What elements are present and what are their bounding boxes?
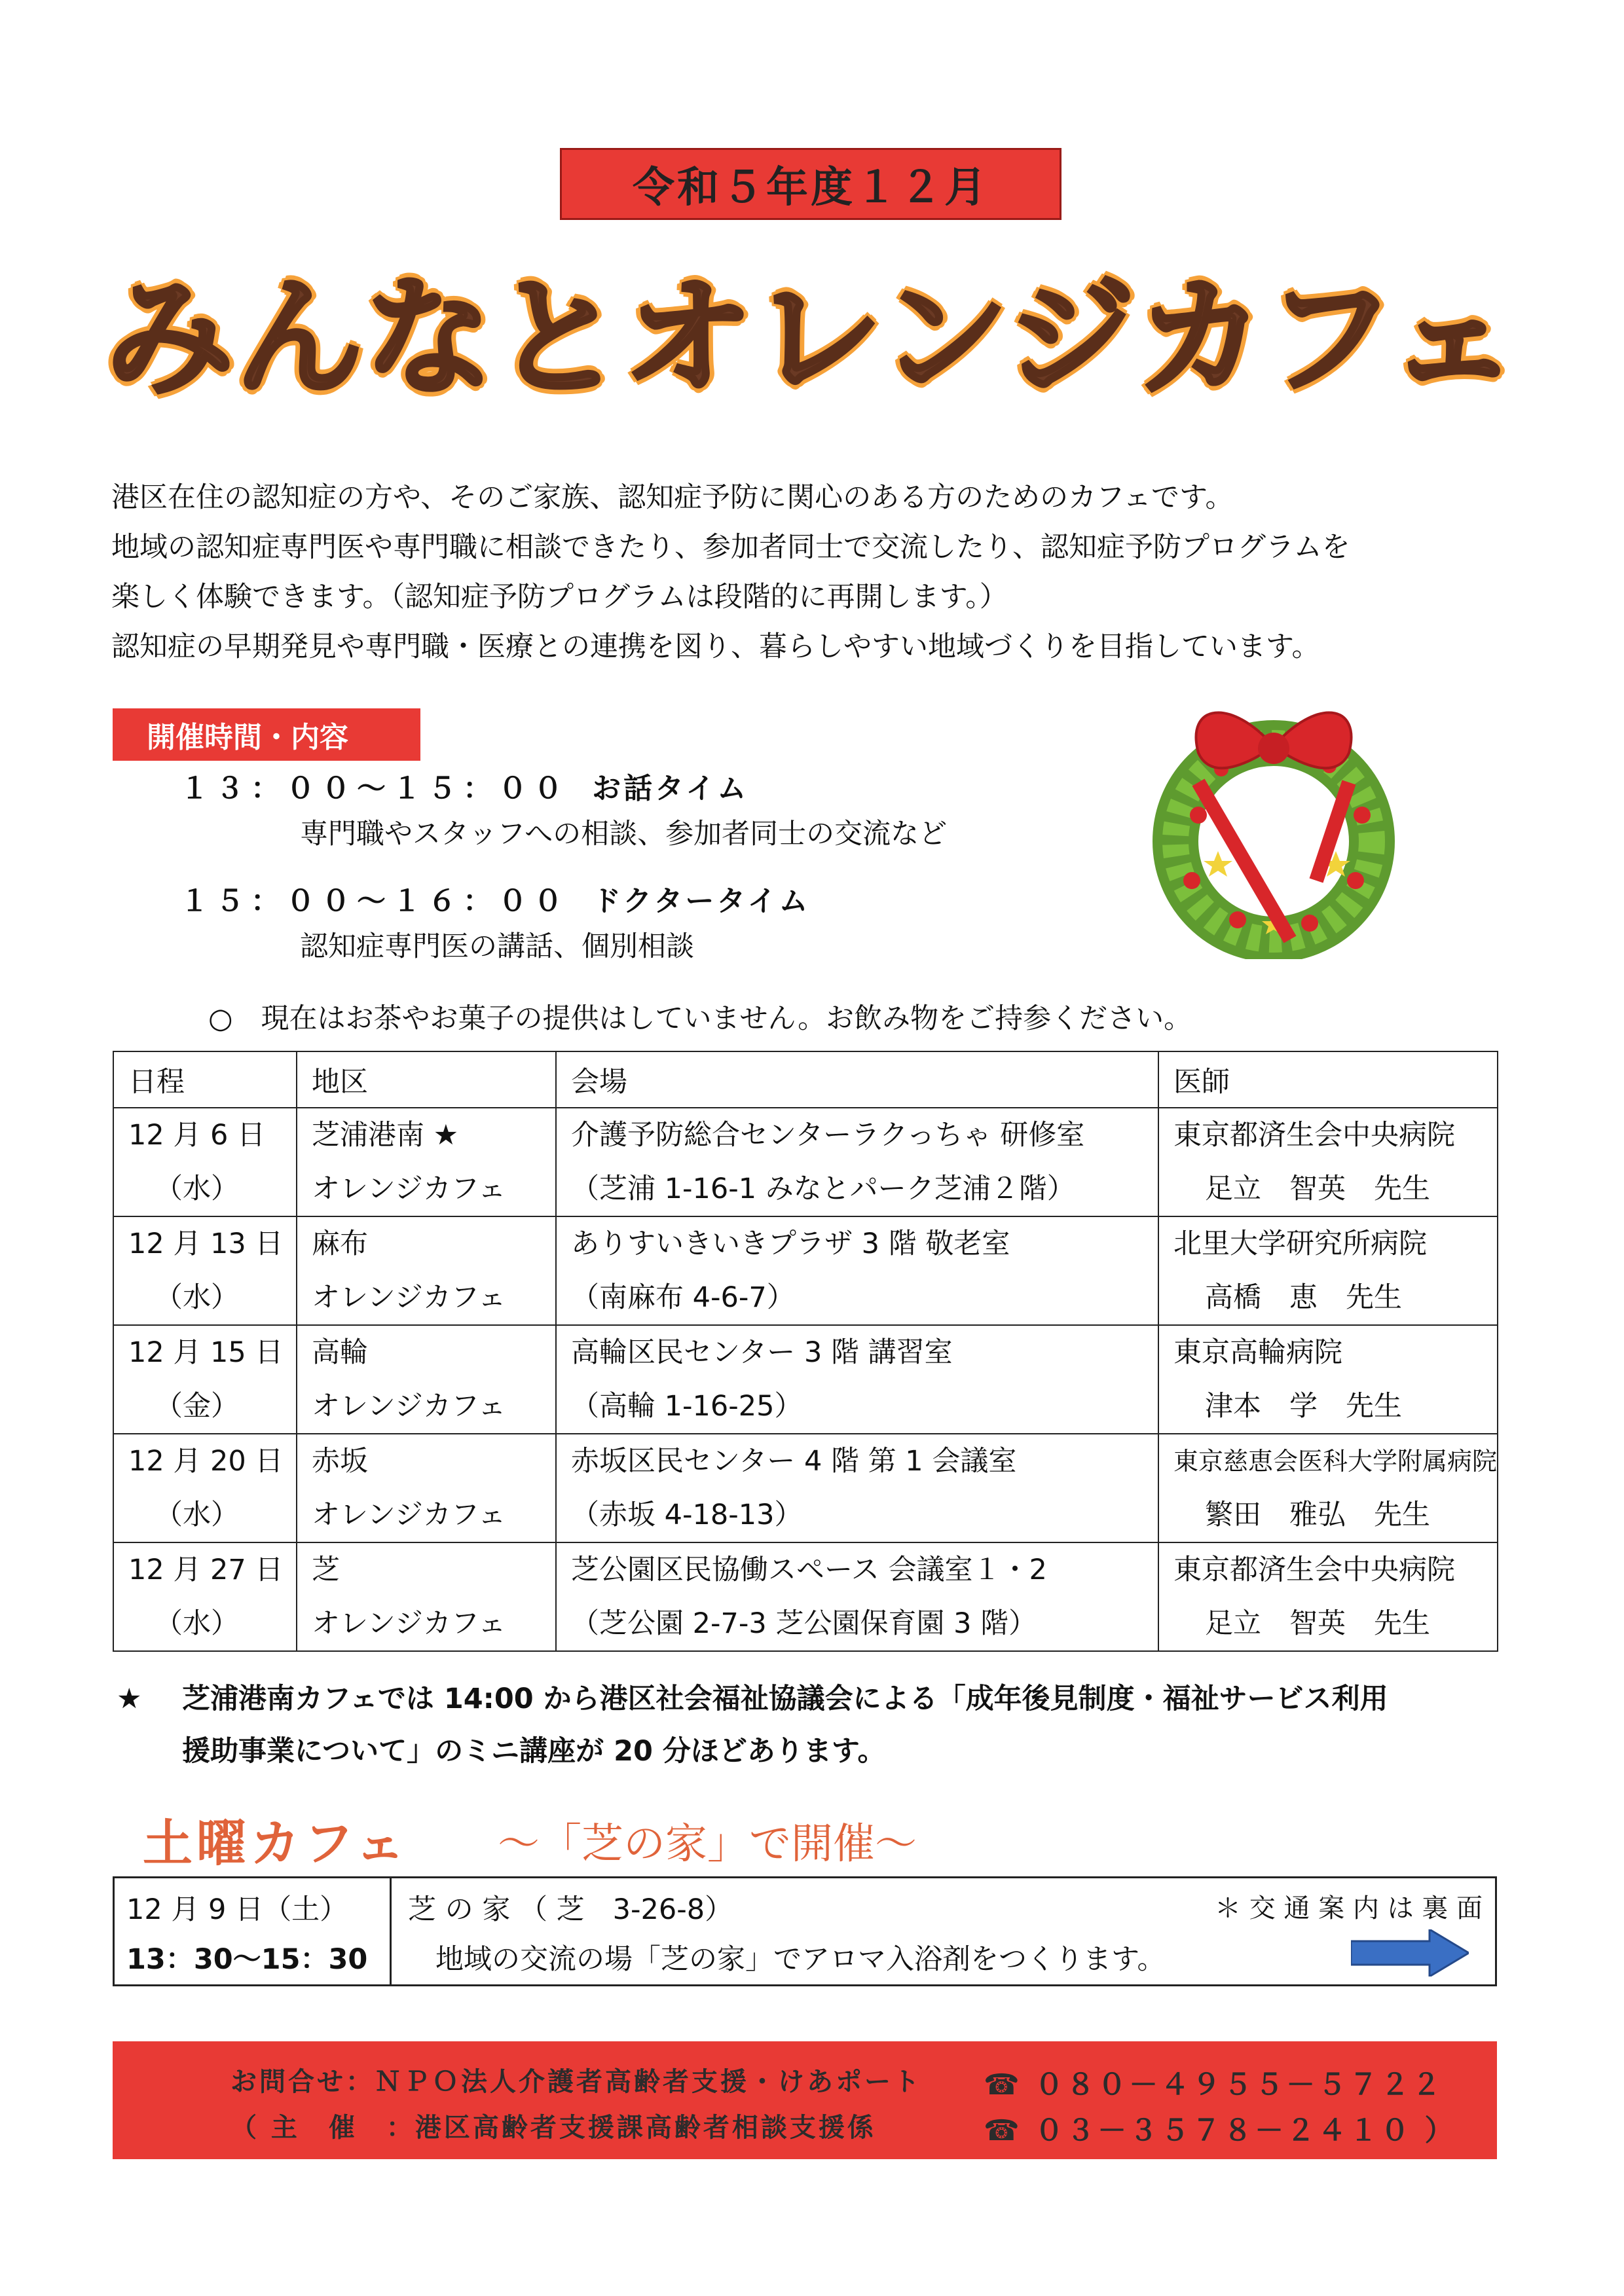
hospital-text: 東京都済生会中央病院 xyxy=(1173,1554,1455,1586)
header-venue: 会場 xyxy=(556,1051,1158,1108)
area-sub-text: オレンジカフェ xyxy=(312,1173,506,1205)
time-slot-2 xyxy=(180,877,810,919)
cell-venue xyxy=(556,1542,1158,1651)
cell-date xyxy=(113,1108,297,1216)
schedule-table xyxy=(113,1051,1498,1652)
cell-area xyxy=(297,1434,556,1542)
saturday-time: 13：30～15：30 xyxy=(126,1943,368,1976)
venue-address: （芝浦 1-16-1 みなとパーク芝浦２階） xyxy=(571,1173,1075,1205)
venue-text: 介護予防総合センターラクっちゃ 研修室 xyxy=(571,1119,1085,1152)
slot-name: ドクタータイム xyxy=(592,884,811,918)
cell-doctor xyxy=(1158,1542,1498,1651)
area-sub-text: オレンジカフェ xyxy=(312,1607,506,1640)
venue-address: （芝公園 2-7-3 芝公園保育園 3 階） xyxy=(571,1607,1037,1640)
page-title: みんなとオレンジカフェ xyxy=(105,264,1519,413)
venue-address: （南麻布 4-6-7） xyxy=(571,1281,795,1314)
saturday-cafe-subtitle: ～「芝の家」で開催～ xyxy=(498,1820,917,1868)
time-slot-1 xyxy=(180,765,748,807)
area-sub-text: オレンジカフェ xyxy=(312,1390,506,1423)
access-note: ＊ 交 通 案 内 は 裏 面 xyxy=(1215,1893,1483,1923)
table-row xyxy=(113,1542,1498,1651)
hospital-text: 東京慈恵会医科大学附属病院 xyxy=(1173,1447,1498,1476)
venue-address: （赤坂 4-18-13） xyxy=(571,1499,803,1531)
venue-text: 芝公園区民協働スペース 会議室１・2 xyxy=(571,1554,1047,1586)
intro-line: 認知症の早期発見や専門職・医療との連携を図り、暮らしやすい地域づくりを目指しています。 xyxy=(111,630,1320,663)
day-text: （水） xyxy=(155,1607,239,1640)
slot-desc: 専門職やスタッフへの相談、参加者同士の交流など xyxy=(300,818,948,850)
area-text: 麻布 xyxy=(312,1228,368,1260)
intro-line: 地域の認知症専門医や専門職に相談できたり、参加者同士で交流したり、認知症予防プログラムを xyxy=(111,531,1350,564)
date-text: 12 月 20 日 xyxy=(128,1445,284,1478)
saturday-place: 芝 の 家 （ 芝 3-26-8） xyxy=(408,1893,733,1926)
section-label: 開催時間・内容 xyxy=(113,708,420,761)
doctor-text: 足立 智英 先生 xyxy=(1205,1607,1430,1640)
date-text: 12 月 6 日 xyxy=(128,1119,266,1152)
area-sub-text: オレンジカフェ xyxy=(312,1281,506,1314)
contact-label: お問合せ：ＮＰＯ法人介護者高齢者支援・けあポート xyxy=(231,2067,922,2097)
saturday-cafe-box xyxy=(113,1876,1497,1986)
header-doctor: 医師 xyxy=(1158,1051,1498,1108)
cell-date xyxy=(113,1216,297,1325)
table-row xyxy=(113,1434,1498,1542)
header-date: 日程 xyxy=(113,1051,297,1108)
area-text: 赤坂 xyxy=(312,1445,368,1478)
cell-date xyxy=(113,1325,297,1434)
saturday-desc: 地域の交流の場「芝の家」でアロマ入浴剤をつくります。 xyxy=(435,1943,1166,1976)
cell-area xyxy=(297,1216,556,1325)
intro-line: 港区在住の認知症の方や、そのご家族、認知症予防に関心のある方のためのカフェです。 xyxy=(111,481,1234,514)
table-row xyxy=(113,1216,1498,1325)
hospital-text: 東京都済生会中央病院 xyxy=(1173,1119,1455,1152)
year-badge: 令和５年度１２月 xyxy=(560,148,1061,220)
christmas-wreath-icon xyxy=(1120,684,1428,959)
cell-doctor xyxy=(1158,1434,1498,1542)
slot-time: １３：００～１５：００ xyxy=(180,772,569,805)
cell-date xyxy=(113,1542,297,1651)
hospital-text: 北里大学研究所病院 xyxy=(1173,1228,1427,1260)
area-text: 高輪 xyxy=(312,1336,368,1369)
saturday-date: 12 月 9 日（土） xyxy=(126,1893,348,1926)
cell-doctor xyxy=(1158,1325,1498,1434)
cell-doctor xyxy=(1158,1108,1498,1216)
cell-venue xyxy=(556,1108,1158,1216)
slot-desc: 認知症専門医の講話、個別相談 xyxy=(300,930,694,963)
area-sub-text: オレンジカフェ xyxy=(312,1499,506,1531)
intro-text xyxy=(111,473,1539,672)
saturday-cafe-title: 土曜カフェ xyxy=(143,1814,409,1872)
venue-text: ありすいきいきプラザ 3 階 敬老室 xyxy=(571,1228,1010,1260)
day-text: （水） xyxy=(155,1173,239,1205)
contact-phone: ☎ ０８０－４９５５－５７２２ xyxy=(984,2068,1444,2102)
area-text: 芝浦港南 ★ xyxy=(312,1119,459,1152)
organizer-phone: ☎ ０３－３５７８－２４１０ ） xyxy=(984,2114,1456,2147)
arrow-right-icon xyxy=(1351,1929,1469,1977)
slot-name: お話タイム xyxy=(592,772,749,805)
cell-venue xyxy=(556,1434,1158,1542)
intro-line: 楽しく体験できます。（認知症予防プログラムは段階的に再開します。） xyxy=(111,581,1008,613)
doctor-text: 高橋 恵 先生 xyxy=(1205,1281,1402,1314)
area-text: 芝 xyxy=(312,1554,340,1586)
venue-address: （高輪 1-16-25） xyxy=(571,1390,803,1423)
mini-lecture-note xyxy=(117,1673,1505,1777)
venue-text: 赤坂区民センター 4 階 第 1 会議室 xyxy=(571,1445,1017,1478)
date-text: 12 月 27 日 xyxy=(128,1554,284,1586)
table-row xyxy=(113,1108,1498,1216)
cell-area xyxy=(297,1325,556,1434)
table-row xyxy=(113,1325,1498,1434)
contact-band xyxy=(113,2041,1497,2159)
venue-text: 高輪区民センター 3 階 講習室 xyxy=(571,1336,953,1369)
date-text: 12 月 13 日 xyxy=(128,1228,284,1260)
doctor-text: 津本 学 先生 xyxy=(1205,1390,1402,1423)
doctor-text: 繁田 雅弘 先生 xyxy=(1205,1499,1430,1531)
hospital-text: 東京高輪病院 xyxy=(1173,1336,1342,1369)
day-text: （水） xyxy=(155,1499,239,1531)
star-icon: ★ xyxy=(117,1683,142,1715)
day-text: （金） xyxy=(155,1390,239,1423)
table-header-row xyxy=(113,1051,1498,1108)
cell-area xyxy=(297,1108,556,1216)
cell-venue xyxy=(556,1325,1158,1434)
cell-date xyxy=(113,1434,297,1542)
cell-venue xyxy=(556,1216,1158,1325)
refreshment-note: ○ 現在はお茶やお菓子の提供はしていません。お飲み物をご持参ください。 xyxy=(208,1002,1192,1035)
day-text: （水） xyxy=(155,1281,239,1314)
organizer-label: （ 主 催 ：港区高齢者支援課高齢者相談支援係 xyxy=(231,2113,876,2143)
star-note-line: 援助事業について」のミニ講座が 20 分ほどあります。 xyxy=(182,1735,886,1768)
cell-doctor xyxy=(1158,1216,1498,1325)
cell-area xyxy=(297,1542,556,1651)
date-text: 12 月 15 日 xyxy=(128,1336,284,1369)
header-area: 地区 xyxy=(297,1051,556,1108)
slot-time: １５：００～１６：００ xyxy=(180,884,569,918)
star-note-line: 芝浦港南カフェでは 14:00 から港区社会福祉協議会による「成年後見制度・福祉サービス利用 xyxy=(182,1683,1388,1715)
divider xyxy=(390,1878,392,1984)
doctor-text: 足立 智英 先生 xyxy=(1205,1173,1430,1205)
